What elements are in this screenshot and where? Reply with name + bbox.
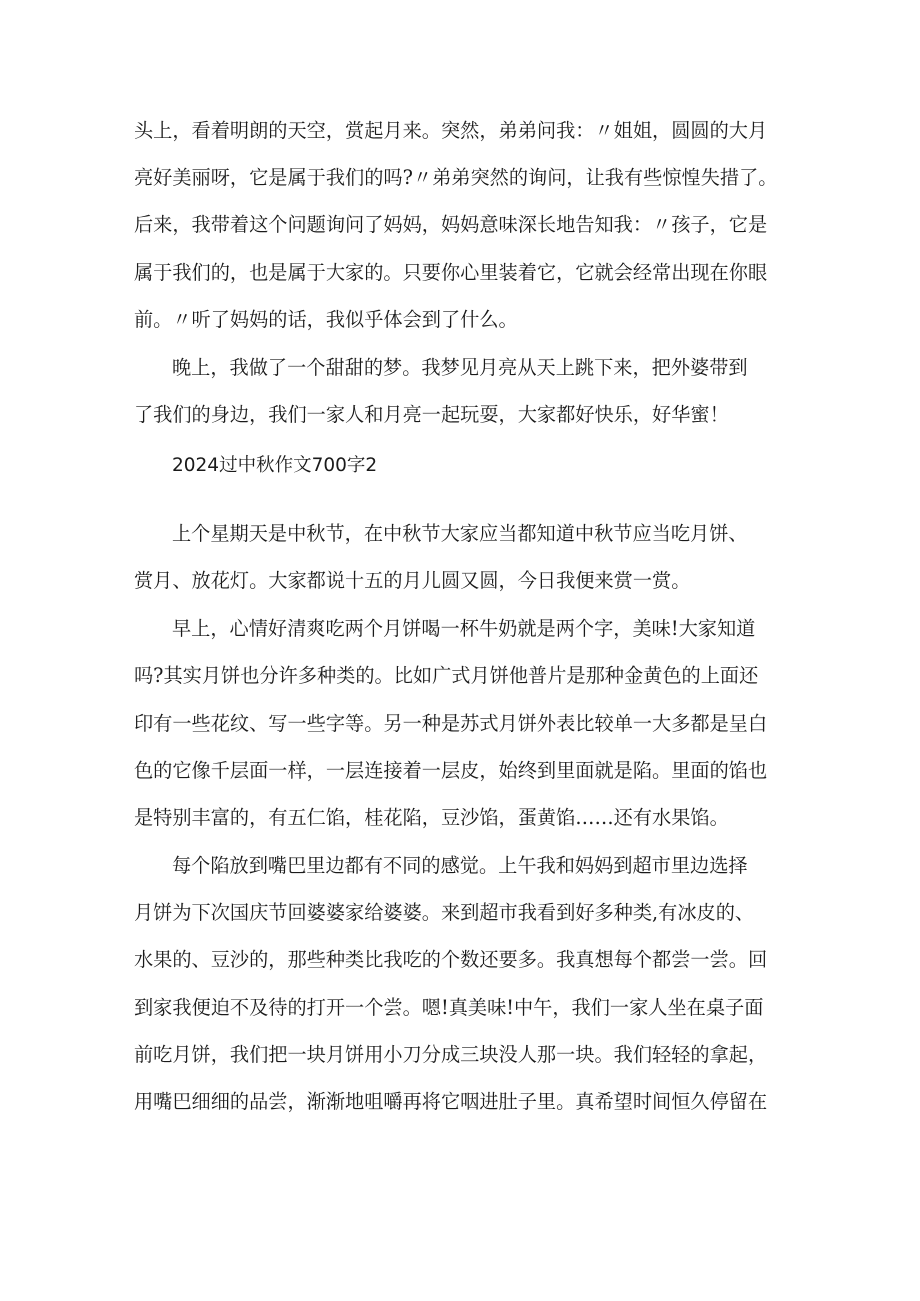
- text-line: 月饼为下次国庆节回婆婆家给婆婆。来到超市我看到好多种类,有冰皮的、: [134, 901, 755, 924]
- text-line: 是特别丰富的，有五仁馅，桂花陷，豆沙馅，蛋黄馅……还有水果馅。: [134, 806, 729, 829]
- text-line: 头上，看着明朗的天空，赏起月来。突然，弟弟问我：〃姐姐，圆圆的大月: [134, 119, 768, 142]
- paragraph-first-line: 上个星期天是中秋节，在中秋节大家应当都知道中秋节应当吃月饼、: [172, 522, 748, 545]
- section-heading: 2024过中秋作文700字2: [172, 455, 378, 476]
- paragraph-first-line: 每个陷放到嘴巴里边都有不同的感觉。上午我和妈妈到超市里边选择: [172, 854, 748, 877]
- text-line: 色的它像千层面一样，一层连接着一层皮，始终到里面就是陷。里面的馅也: [134, 759, 768, 782]
- paragraph-first-line: 晚上，我做了一个甜甜的梦。我梦见月亮从天上跳下来，把外婆带到: [172, 356, 748, 379]
- text-line: 到家我便迫不及待的打开一个尝。嗯!真美味!中午，我们一家人坐在桌子面: [134, 996, 764, 1019]
- text-line: 亮好美丽呀，它是属于我们的吗?〃弟弟突然的询问，让我有些惊惶失措了。: [134, 166, 778, 189]
- text-line: 用嘴巴细细的品尝，渐渐地咀嚼再将它咽进肚子里。真希望时间恒久停留在: [134, 1090, 768, 1113]
- text-line: 属于我们的，也是属于大家的。只要你心里装着它，它就会经常出现在你眼: [134, 261, 768, 284]
- text-line: 吗?其实月饼也分许多种类的。比如广式月饼他普片是那种金黄色的上面还: [134, 664, 759, 687]
- text-line: 前。〃听了妈妈的话，我似乎体会到了什么。: [134, 308, 518, 331]
- text-line: 水果的、豆沙的，那些种类比我吃的个数还要多。我真想每个都尝一尝。回: [134, 948, 768, 971]
- text-line: 后来，我带着这个问题询问了妈妈，妈妈意味深长地告知我：〃孩子，它是: [134, 213, 768, 236]
- text-line: 印有一些花纹、写一些字等。另一种是苏式月饼外表比较单一大多都是呈白: [134, 712, 768, 735]
- paragraph-first-line: 早上，心情好清爽吃两个月饼喝一杯牛奶就是两个字，美味!大家知道: [172, 617, 756, 640]
- text-line: 前吃月饼，我们把一块月饼用小刀分成三块没人那一块。我们轻轻的拿起，: [134, 1043, 768, 1066]
- text-line: 赏月、放花灯。大家都说十五的月儿圆又圆，今日我便来赏一赏。: [134, 569, 691, 592]
- text-line: 了我们的身边，我们一家人和月亮一起玩耍，大家都好快乐，好华蜜！: [134, 403, 729, 426]
